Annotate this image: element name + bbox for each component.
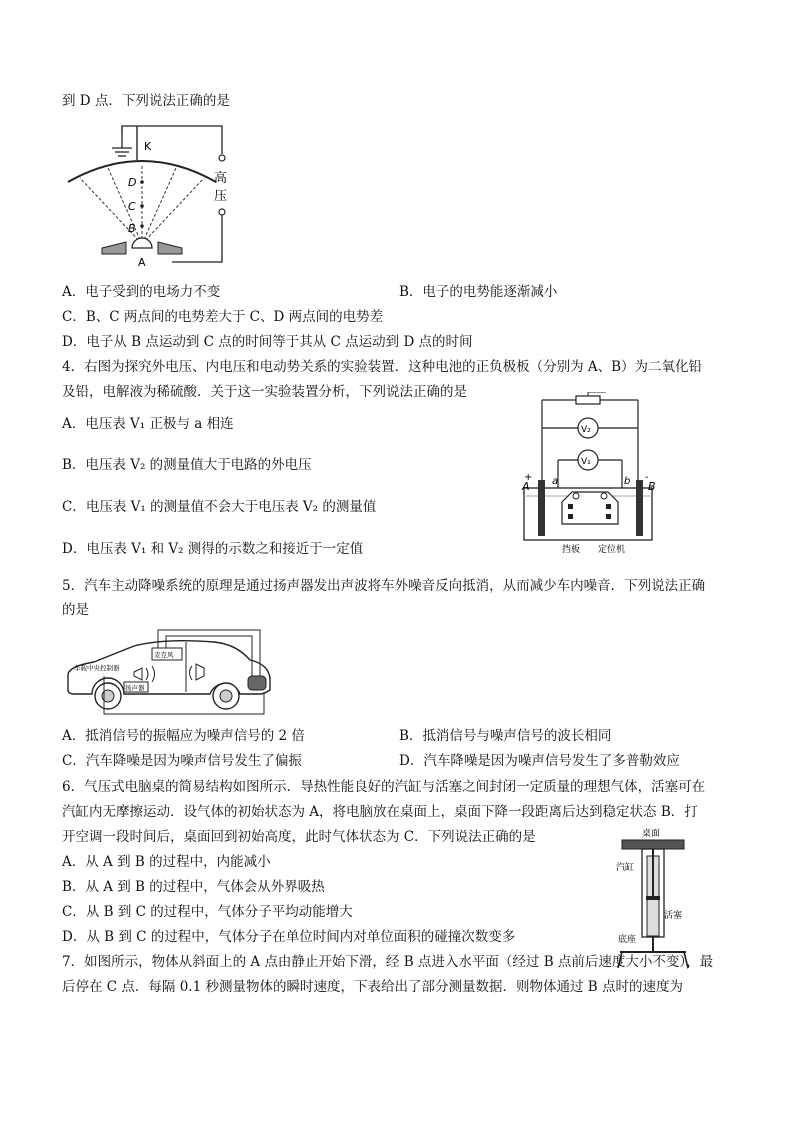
q5-stem-line-2: 的是 — [62, 602, 89, 618]
box-controller: 车载中央控制器 — [74, 664, 120, 672]
q6-option-d: D．从 B 到 C 的过程中，气体分子在单位时间内对单位面积的碰撞次数变多 — [62, 929, 516, 945]
q4-option-a: A．电压表 V₁ 正极与 a 相连 — [62, 416, 234, 432]
label-d: D — [128, 176, 137, 189]
q7-stem-line-1: 7．如图所示，物体从斜面上的 A 点由静止开始下滑，经 B 点进入水平面（经过 B 点前后速度大小不变），最 — [62, 954, 714, 970]
probe-b-label: b — [624, 476, 631, 487]
v1-label: V₁ — [581, 457, 591, 467]
q4-option-d: D．电压表 V₁ 和 V₂ 测得的示数之和接近于一定值 — [62, 541, 364, 557]
label-hv-1: 高 — [214, 171, 228, 186]
q6-option-a: A．从 A 到 B 的过程中，内能减小 — [62, 854, 271, 870]
q3-option-d: D．电子从 B 点运动到 C 点的时间等于其从 C 点运动到 D 点的时间 — [62, 334, 473, 350]
q5-option-a: A．抵消信号的振幅应为噪声信号的 2 倍 — [62, 728, 305, 744]
piston-label: 活塞 — [664, 911, 683, 921]
q6-stem-line-2: 汽缸内无摩擦运动．设气体的初始状态为 A，将电脑放在桌面上，桌面下降一段距离后达到稳定状态 B．打 — [62, 804, 698, 820]
q6-stem-line-1: 6．气压式电脑桌的简易结构如图所示．导热性能良好的汽缸与活塞之间封闭一定质量的理想气体，活塞可在 — [62, 779, 706, 795]
plate-a-label: A — [522, 480, 530, 493]
q3-figure — [62, 120, 242, 274]
q5-stem-line-1: 5．汽车主动降噪系统的原理是通过扬声器发出声波将车外噪音反向抵消，从而减少车内噪音．下列说法正确 — [62, 578, 706, 594]
cylinder-label: 汽缸 — [616, 863, 635, 873]
desktop-label: 桌面 — [642, 829, 661, 839]
q3-stem-tail: 到 D 点．下列说法正确的是 — [62, 93, 230, 109]
q6-option-b: B．从 A 到 B 的过程中，气体会从外界吸热 — [62, 879, 325, 895]
minus-sign: - — [645, 472, 649, 483]
plus-sign: + — [524, 472, 533, 483]
q5-option-c: C．汽车降噪是因为噪声信号发生了偏振 — [62, 753, 302, 769]
label-c: C — [128, 200, 136, 213]
q3-option-c: C．B、C 两点间的电势差大于 C、D 两点间的电势差 — [62, 309, 384, 325]
q4-option-c: C．电压表 V₁ 的测量值不会大于电压表 V₂ 的测量值 — [62, 499, 377, 515]
q7-stem-line-2: 后停在 C 点．每隔 0.1 秒测量物体的瞬时速度，下表给出了部分测量数据．则物体通过 B 点时的速度为 — [62, 979, 683, 995]
q6-option-c: C．从 B 到 C 的过程中，气体分子平均动能增大 — [62, 904, 353, 920]
q5-option-d: D．汽车降噪是因为噪声信号发生了多普勒效应 — [399, 753, 680, 769]
label-hv-2: 压 — [214, 189, 228, 204]
label-b: B — [128, 222, 136, 235]
plate-b-label: B — [648, 480, 656, 493]
q4-stem-line-1: 4．右图为探究外电压、内电压和电动势关系的实验装置．这种电池的正负极板（分别为 A、B）为二氧化铅 — [62, 359, 703, 375]
box-speaker: 扬声器 — [125, 684, 145, 692]
q6-stem-line-3: 开空调一段时间后，桌面回到初始高度，此时气体状态为 C．下列说法正确的是 — [62, 829, 536, 845]
probe-a-label: a — [552, 476, 559, 487]
label-a: A — [138, 256, 146, 269]
label-k: K — [144, 140, 152, 153]
q3-option-a: A．电子受到的电场力不变 — [62, 284, 221, 300]
positioner-label: 定位机 — [598, 545, 626, 555]
q4-stem-line-2: 及铅，电解液为稀硫酸．关于这一实验装置分析，下列说法正确的是 — [62, 384, 467, 400]
q5-car-figure — [64, 624, 274, 722]
q3-option-b: B．电子的电势能逐渐减小 — [399, 284, 558, 300]
base-label: 底座 — [618, 935, 637, 945]
box-mic: 麦克风 — [154, 651, 174, 659]
baffle-label: 挡板 — [562, 545, 581, 555]
v2-label: V₂ — [581, 425, 591, 435]
q4-figure — [518, 392, 658, 560]
q4-option-b: B．电压表 V₂ 的测量值大于电路的外电压 — [62, 457, 312, 473]
q5-option-b: B．抵消信号与噪声信号的波长相同 — [399, 728, 612, 744]
